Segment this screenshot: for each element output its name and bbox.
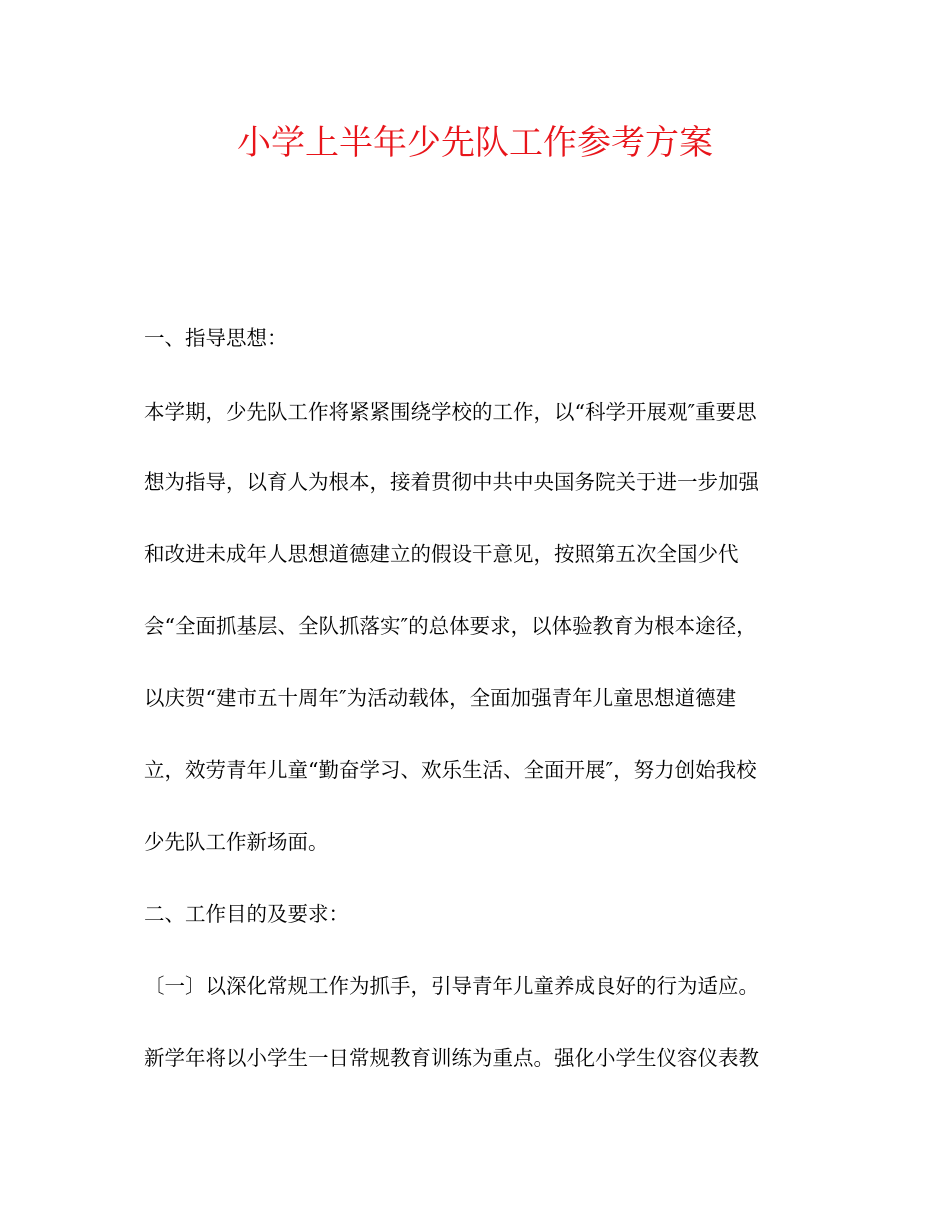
subsection-heading: 〔一〕以深化常规工作为抓手，引导青年儿童养成良好的行为适应。 <box>144 974 759 998</box>
paragraph-line: 以庆贺“建市五十周年″为活动载体，全面加强青年儿童思想道德建 <box>144 686 737 710</box>
paragraph-line: 和改进未成年人思想道德建立的假设干意见，按照第五次全国少代 <box>144 542 739 566</box>
paragraph-line: 想为指导，以育人为根本，接着贯彻中共中央国务院关于进一步加强 <box>144 470 759 494</box>
document-title: 小学上半年少先队工作参考方案 <box>237 123 713 163</box>
paragraph-line: 新学年将以小学生一日常规教育训练为重点。强化小学生仪容仪表教 <box>144 1046 759 1070</box>
paragraph-line: 会“全面抓基层、全队抓落实″的总体要求，以体验教育为根本途径， <box>144 614 757 638</box>
paragraph-line: 少先队工作新场面。 <box>144 830 329 854</box>
section-heading-guiding-ideology: 一、指导思想： <box>144 326 288 350</box>
paragraph-line: 本学期，少先队工作将紧紧围绕学校的工作，以“科学开展观″重要思 <box>144 400 757 424</box>
section-heading-work-goals: 二、工作目的及要求： <box>144 902 349 926</box>
paragraph-line: 立，效劳青年儿童“勤奋学习、欢乐生活、全面开展″，努力创始我校 <box>144 758 757 782</box>
